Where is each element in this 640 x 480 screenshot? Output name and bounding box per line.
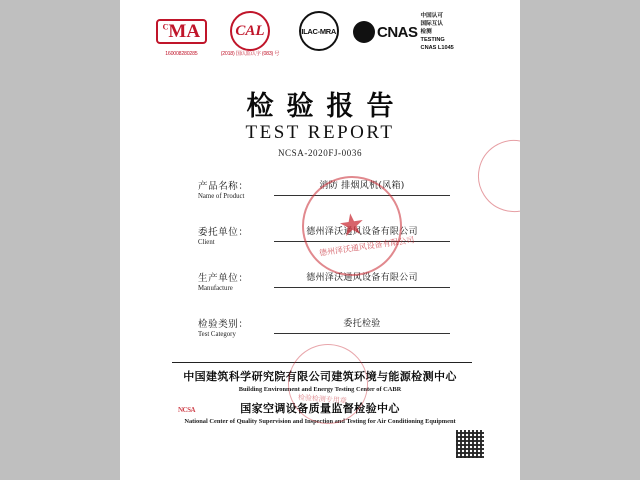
- cnas-line-3: 检测: [420, 29, 432, 36]
- page-title-cn: 检验报告: [246, 91, 407, 122]
- footer-org2-cn: 国家空调设备质量监督检验中心: [240, 402, 400, 415]
- label-cn: 检验类别：: [198, 319, 249, 330]
- label-en: Test Category: [198, 331, 236, 338]
- footer-org2-en: National Center of Quality Supervision and Inspection and Testing for Air Conditioning Equipment: [184, 418, 456, 425]
- field-test-category: [198, 316, 450, 362]
- cal-label: CAL: [230, 11, 270, 51]
- nscsa-logo: [178, 400, 195, 416]
- cert-cnas: [353, 12, 493, 53]
- label-cn: 产品名称：: [198, 181, 249, 192]
- field-manufacture: [198, 270, 450, 316]
- report-number: NCSA-2020FJ-0036: [277, 148, 363, 158]
- seal-star-icon: ★: [336, 207, 368, 244]
- cnas-label: CNAS: [377, 23, 418, 41]
- label-en: Manufacture: [198, 285, 233, 292]
- field-product-name: [198, 178, 450, 224]
- cal-caption: (2018) 国认监认字 (083) 号: [220, 51, 280, 57]
- qr-code: [456, 430, 484, 458]
- field-value-client: 德州泽沃通风设备有限公司: [274, 224, 450, 242]
- edge-seal-stamp: [471, 133, 520, 218]
- field-label-manufacture: [198, 270, 274, 292]
- cert-ilac: [284, 12, 353, 51]
- page-title-en: TEST REPORT: [245, 122, 395, 143]
- field-label-product-name: [198, 178, 274, 200]
- footer-org1-en: Building Environment and Energy Testing Center of CABR: [238, 386, 402, 393]
- cnas-caption-block: [421, 12, 493, 53]
- cnas-line-4: TESTING: [420, 37, 445, 44]
- cma-prefix: C: [162, 22, 169, 32]
- cal-mark-icon: [216, 12, 285, 50]
- cma-label: MA: [168, 20, 201, 42]
- label-en: Name of Product: [198, 193, 245, 200]
- label-cn: 委托单位：: [198, 227, 249, 238]
- document-page: [120, 0, 520, 480]
- label-cn: 生产单位：: [198, 273, 249, 284]
- inspection-ring-label: 检验检测专用章: [297, 393, 348, 405]
- cnas-line-2: 国际互认: [420, 21, 443, 28]
- ilac-mra-mark-icon: [284, 12, 353, 50]
- cma-mark-icon: [147, 12, 216, 50]
- cnas-line-5: CNAS L1045: [420, 45, 454, 52]
- cert-cma: [147, 12, 216, 58]
- fields-list: [198, 178, 450, 362]
- footer-block: [120, 368, 520, 425]
- cma-caption: 160008280285: [165, 51, 198, 57]
- footer-org1-cn: 中国建筑科学研究院有限公司建筑环境与能源检测中心: [183, 370, 457, 383]
- label-en: Client: [198, 239, 215, 246]
- footer-divider: [172, 362, 472, 363]
- cnas-mark-icon: [353, 21, 418, 43]
- certification-marks-row: [147, 12, 493, 72]
- field-label-client: [198, 224, 274, 246]
- cnas-line-1: 中国认可: [420, 13, 443, 19]
- field-label-test-category: [198, 316, 274, 338]
- ilac-label: ILAC-MRA: [299, 11, 339, 51]
- field-value-test-category: 委托检验: [274, 316, 450, 334]
- cnas-dot-icon: [353, 21, 375, 43]
- field-value-product-name: 消防 排烟风机(风箱): [274, 178, 450, 196]
- nscsa-logo-label: NCSA: [178, 406, 196, 414]
- field-value-manufacture: 德州泽沃通风设备有限公司: [274, 270, 450, 288]
- field-client: [198, 224, 450, 270]
- cert-cal: [216, 12, 285, 58]
- seal-ring-label: 德州泽沃通风设备有限公司: [318, 235, 415, 258]
